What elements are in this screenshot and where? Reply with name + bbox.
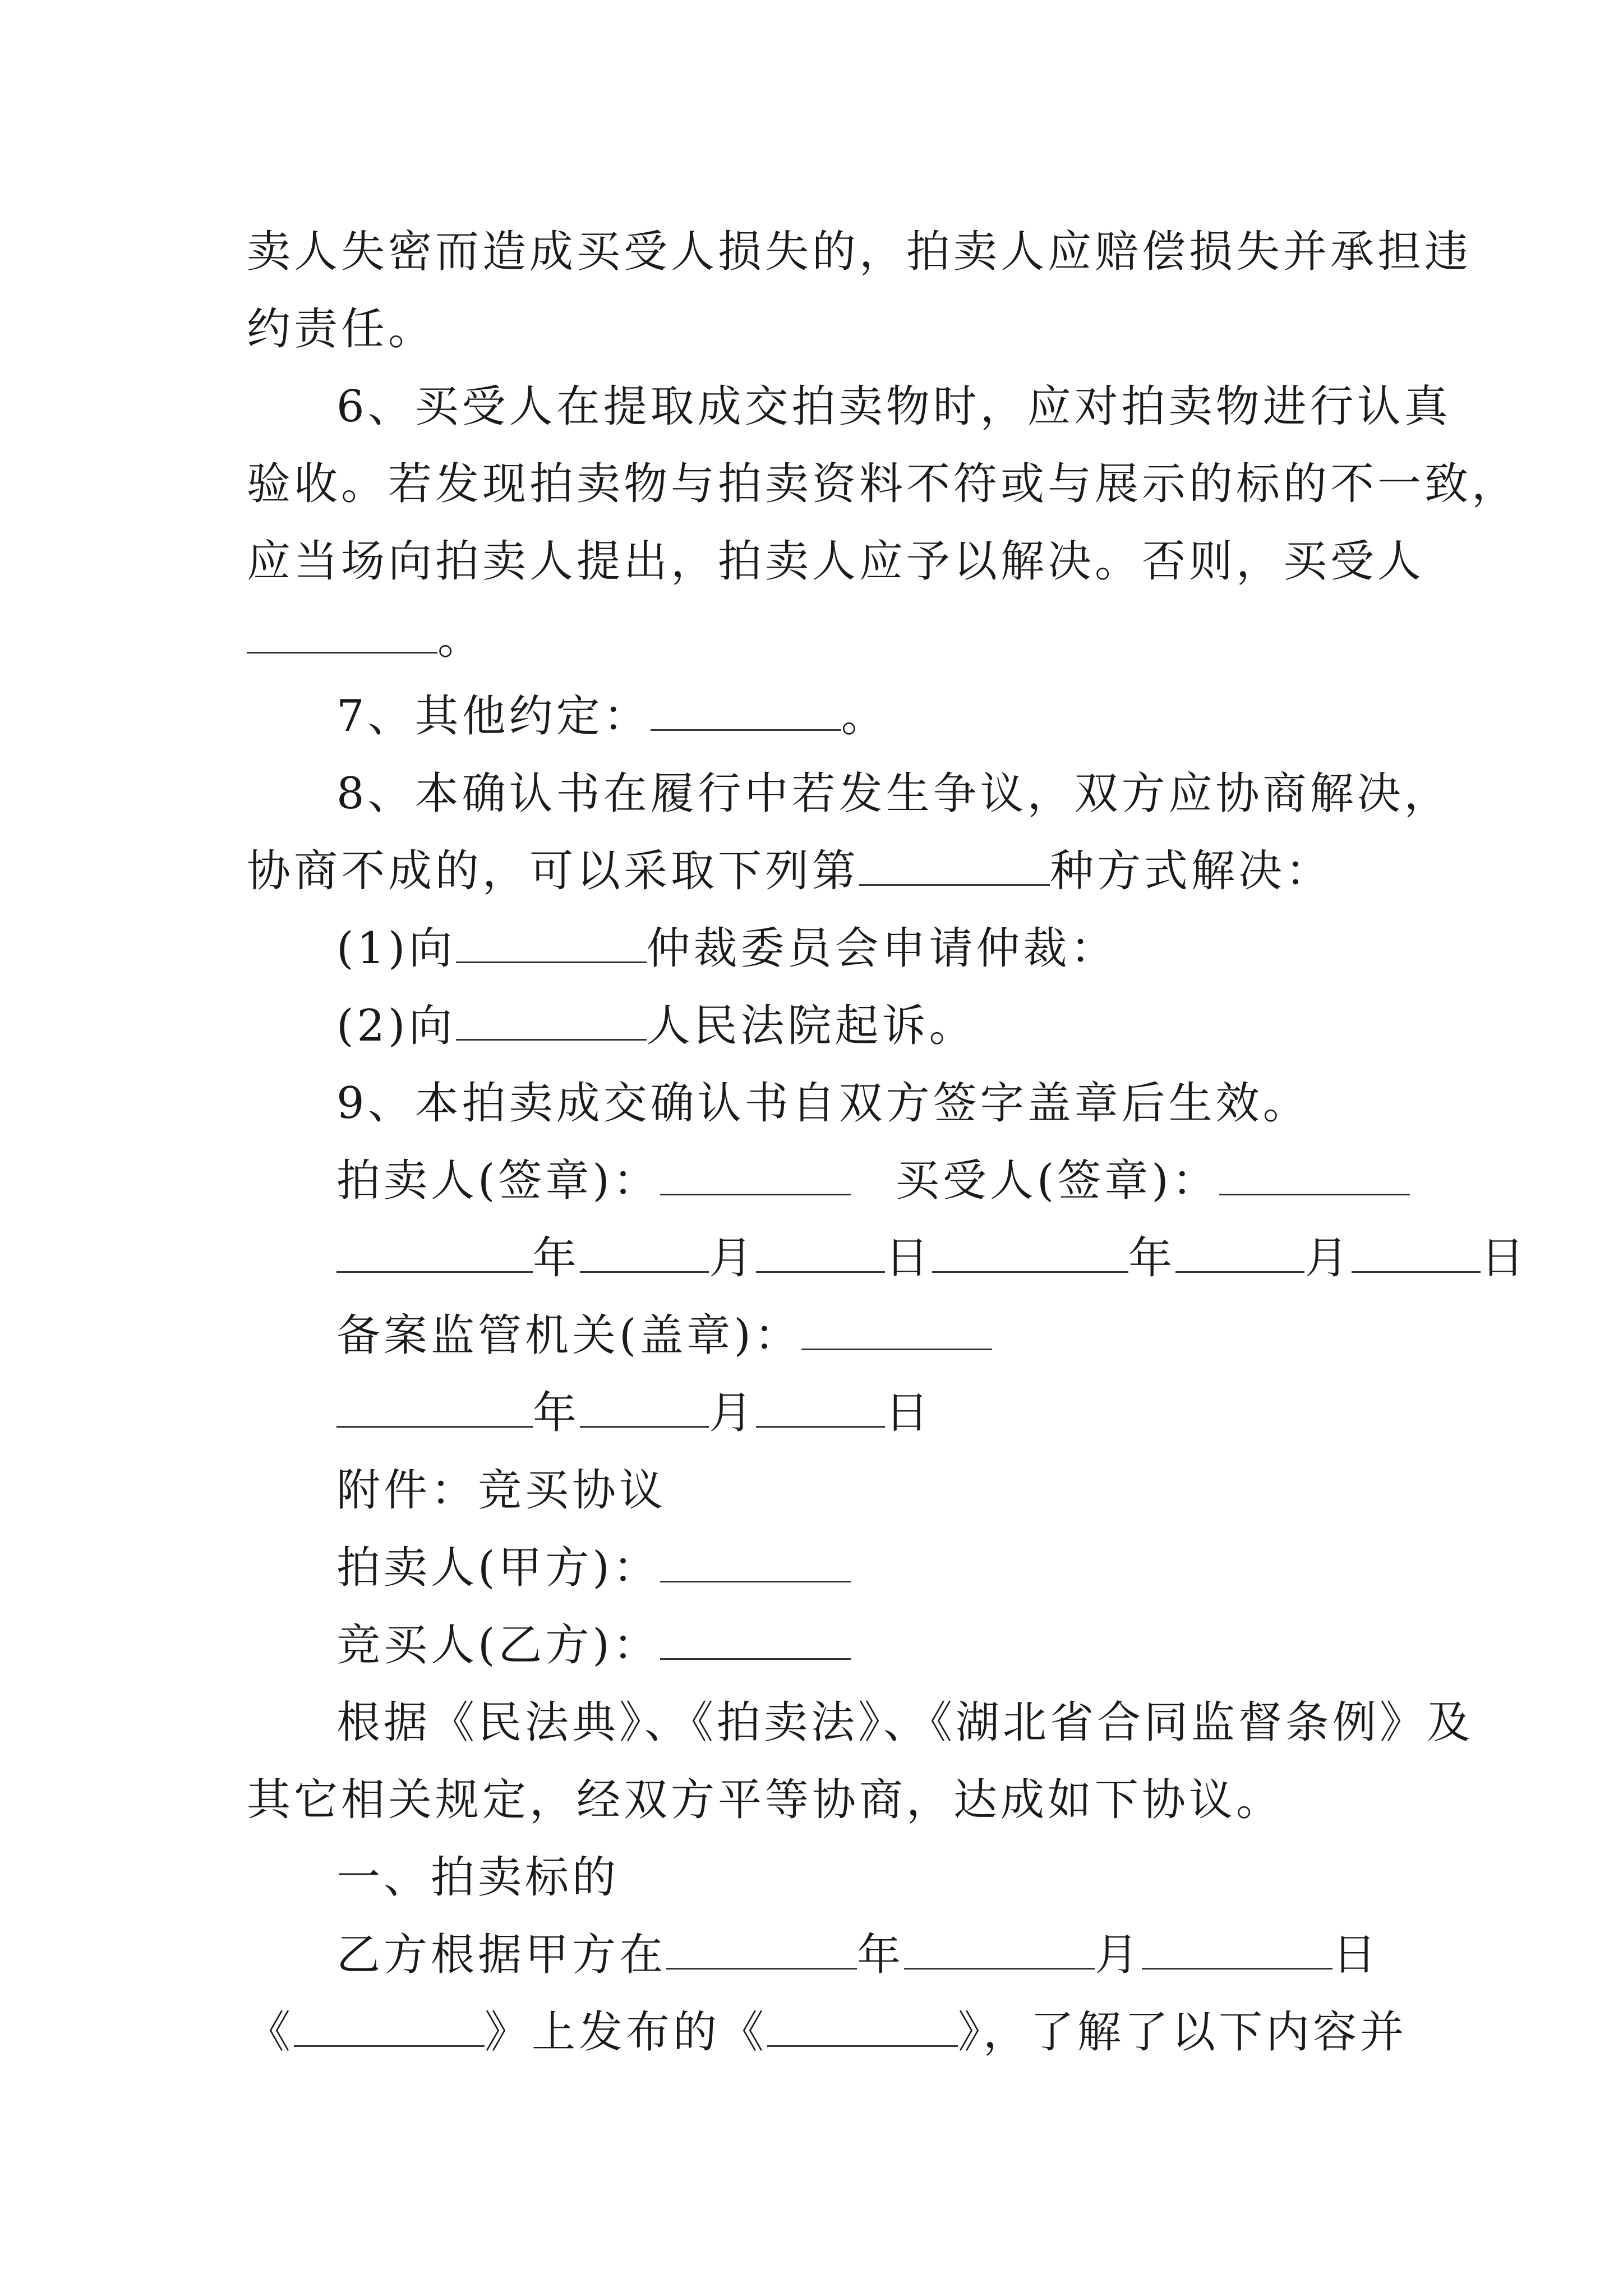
option-1-line xyxy=(247,910,1385,987)
text-fragment: 年 xyxy=(533,1388,580,1438)
text-fragment: 仲裁委员会申请仲裁： xyxy=(646,923,1118,974)
court-blank[interactable] xyxy=(456,1004,647,1041)
clause-9-line: 9、本拍卖成交确认书自双方签字盖章后生效。 xyxy=(336,1078,1310,1129)
text-fragment: 乙方根据甲方在 xyxy=(336,1930,667,1980)
year-blank[interactable] xyxy=(336,1236,533,1273)
year-blank[interactable] xyxy=(932,1236,1128,1273)
paragraph-line: 其它相关规定，经双方平等协商，达成如下协议。 xyxy=(247,1775,1284,1825)
month-blank[interactable] xyxy=(1175,1236,1304,1273)
text-fragment: 月 xyxy=(709,1388,757,1438)
text-fragment: 买受人(签章)： xyxy=(895,1156,1219,1206)
paragraph-line: 应当场向拍卖人提出，拍卖人应予以解决。否则，买受人 xyxy=(247,536,1425,587)
day-blank[interactable] xyxy=(1142,1933,1332,1970)
attachment-title: 附件：竞买协议 xyxy=(336,1465,667,1516)
text-fragment: 人民法院起诉。 xyxy=(646,1001,976,1051)
party-a-line xyxy=(247,1529,1385,1607)
paragraph-line xyxy=(247,600,1385,678)
text-fragment: 月 xyxy=(1304,1233,1352,1283)
text-fragment: 。 xyxy=(437,614,485,664)
text-fragment: 日 xyxy=(1332,1930,1380,1980)
other-terms-blank[interactable] xyxy=(651,694,841,731)
paragraph-line: 约责任。 xyxy=(247,304,436,355)
registration-line xyxy=(247,1297,1385,1374)
signature-line xyxy=(247,1142,1385,1220)
month-blank[interactable] xyxy=(580,1236,709,1273)
day-blank[interactable] xyxy=(756,1391,885,1428)
clause-6-line: 6、买受人在提取成交拍卖物时，应对拍卖物进行认真 xyxy=(336,381,1451,432)
section-heading: 一、拍卖标的 xyxy=(336,1852,620,1903)
text-fragment: 种方式解决： xyxy=(1050,846,1333,896)
paragraph-line xyxy=(247,1994,1408,2071)
clause-7-line xyxy=(247,678,1385,755)
text-fragment: 7、其他约定： xyxy=(336,691,651,742)
text-fragment: (1)向 xyxy=(336,923,456,974)
text-fragment: 《 xyxy=(247,2007,294,2058)
text-fragment: 月 xyxy=(1095,1930,1142,1980)
party-b-blank[interactable] xyxy=(660,1623,851,1660)
text-fragment: 年 xyxy=(857,1930,905,1980)
paragraph-line: 卖人失密而造成买受人损失的，拍卖人应赔偿损失并承担违 xyxy=(247,227,1472,277)
agency-seal-blank[interactable] xyxy=(801,1314,992,1350)
text-fragment: 竞买人(乙方)： xyxy=(336,1620,660,1671)
text-fragment: 协商不成的，可以采取下列第 xyxy=(247,846,860,896)
text-fragment: (2)向 xyxy=(336,1001,456,1051)
dispute-method-blank[interactable] xyxy=(859,849,1050,886)
party-a-blank[interactable] xyxy=(660,1546,851,1582)
auctioneer-signature-blank[interactable] xyxy=(660,1159,851,1195)
text-fragment: 备案监管机关(盖章)： xyxy=(336,1310,801,1361)
text-fragment: 》上发布的《 xyxy=(485,2007,768,2058)
text-fragment: 月 xyxy=(709,1233,757,1283)
publication-blank[interactable] xyxy=(294,2010,485,2047)
preamble-line: 根据《民法典》、《拍卖法》、《湖北省合同监督条例》及 xyxy=(336,1697,1474,1748)
text-fragment: 。 xyxy=(841,691,888,742)
day-blank[interactable] xyxy=(1352,1236,1481,1273)
announcement-blank[interactable] xyxy=(767,2010,958,2047)
fill-blank[interactable] xyxy=(247,617,437,654)
text-fragment: 日 xyxy=(885,1233,933,1283)
paragraph-line xyxy=(247,832,1385,910)
clause-8-line: 8、本确认书在履行中若发生争议，双方应协商解决， xyxy=(336,769,1451,819)
document-page xyxy=(247,213,1528,2071)
text-fragment: 年 xyxy=(1128,1233,1176,1283)
text-fragment: 日 xyxy=(1481,1233,1528,1283)
date-line xyxy=(247,1220,1528,1297)
paragraph-line: 验收。若发现拍卖物与拍卖资料不符或与展示的标的不一致， xyxy=(247,459,1519,509)
option-2-line xyxy=(247,987,1385,1065)
day-blank[interactable] xyxy=(756,1236,885,1273)
text-fragment: 年 xyxy=(533,1233,580,1283)
text-fragment: 拍卖人(甲方)： xyxy=(336,1543,660,1593)
subject-line xyxy=(247,1916,1385,1994)
text-fragment: 拍卖人(签章)： xyxy=(336,1156,660,1206)
month-blank[interactable] xyxy=(580,1391,709,1428)
buyer-signature-blank[interactable] xyxy=(1219,1159,1410,1195)
party-b-line xyxy=(247,1607,1385,1684)
month-blank[interactable] xyxy=(904,1933,1095,1970)
text-fragment: 》，了解了以下内容并 xyxy=(958,2007,1408,2058)
year-blank[interactable] xyxy=(666,1933,857,1970)
date-line xyxy=(247,1374,1385,1452)
text-fragment: 日 xyxy=(885,1388,933,1438)
arbitration-blank[interactable] xyxy=(456,927,647,963)
year-blank[interactable] xyxy=(336,1391,533,1428)
